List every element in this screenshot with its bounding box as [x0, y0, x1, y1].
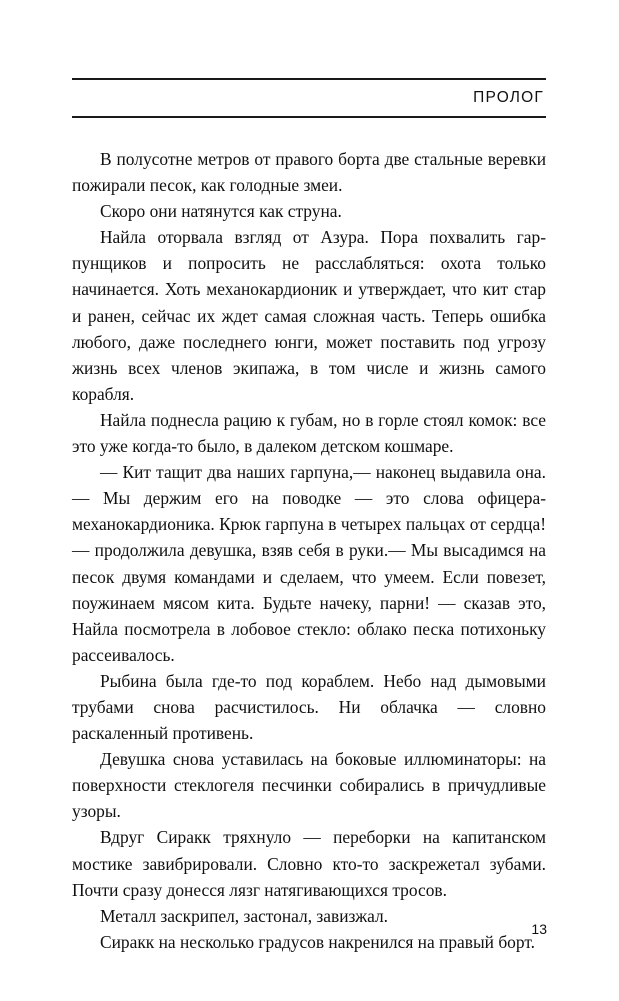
page-content	[72, 78, 546, 955]
paragraph: Девушка снова уставилась на боковые иллюминаторы: на поверхности стеклогеля песчинки собирались в причудливые узоры.	[72, 749, 546, 822]
paragraph: Скоро они натянутся как струна.	[100, 201, 342, 222]
header-rule-bottom	[72, 116, 546, 118]
paragraph: Сиракк на несколько градусов накренился на правый борт.	[100, 931, 535, 952]
page-number: 13	[531, 921, 547, 937]
paragraph: — Кит тащит два наших гарпуна,— наконец выдавила она.— Мы держим его на поводке — это слова офицера-механокардионика. Крюк гарпуна в четырех пальцах от сердца! — продолжила девушка, взяв себя в руки.— Мы высадимся на песок двумя командами и сделаем, что умеем. Если повезет, поужинаем мясом кита. Будьте начеку, парни! — сказав это, Найла посмотрела в лобовое стекло: облако песка потихоньку рассеивалось.	[72, 462, 546, 665]
chapter-header	[72, 78, 546, 118]
chapter-title-row	[72, 80, 546, 116]
body-text	[72, 146, 546, 955]
paragraph: Найла поднесла рацию к губам, но в горле стоял комок: все это уже когда-то было, в далеком детском кошмаре.	[72, 409, 546, 457]
paragraph: Металл заскрипел, застонал, завизжал.	[100, 905, 388, 926]
paragraph: Рыбина была где-то под кораблем. Небо над дымовыми трубами снова расчистилось. Ни облачка — словно раскаленный противень.	[72, 670, 546, 744]
paragraph: Найла оторвала взгляд от Азура. Пора похвалить гарпунщиков и попросить не расслабляться: охота только начинается. Хоть механокардионик и утверждает, что кит стар и ранен, сейчас их ждет самая сложная часть. Теперь ошибка любого, даже последнего юнги, может поставить под угрозу жизнь всех членов экипажа, в том числе и жизнь самого корабля.	[72, 227, 546, 404]
paragraph: В полусотне метров от правого борта две стальные веревки пожирали песок, как голодные змеи.	[72, 149, 546, 196]
chapter-title: ПРОЛОГ	[473, 89, 544, 106]
paragraph: Вдруг Сиракк тряхнуло — переборки на капитанском мостике завибрировали. Словно кто-то заскрежетал зубами. Почти сразу донесся лязг натягивающихся тросов.	[72, 827, 546, 900]
